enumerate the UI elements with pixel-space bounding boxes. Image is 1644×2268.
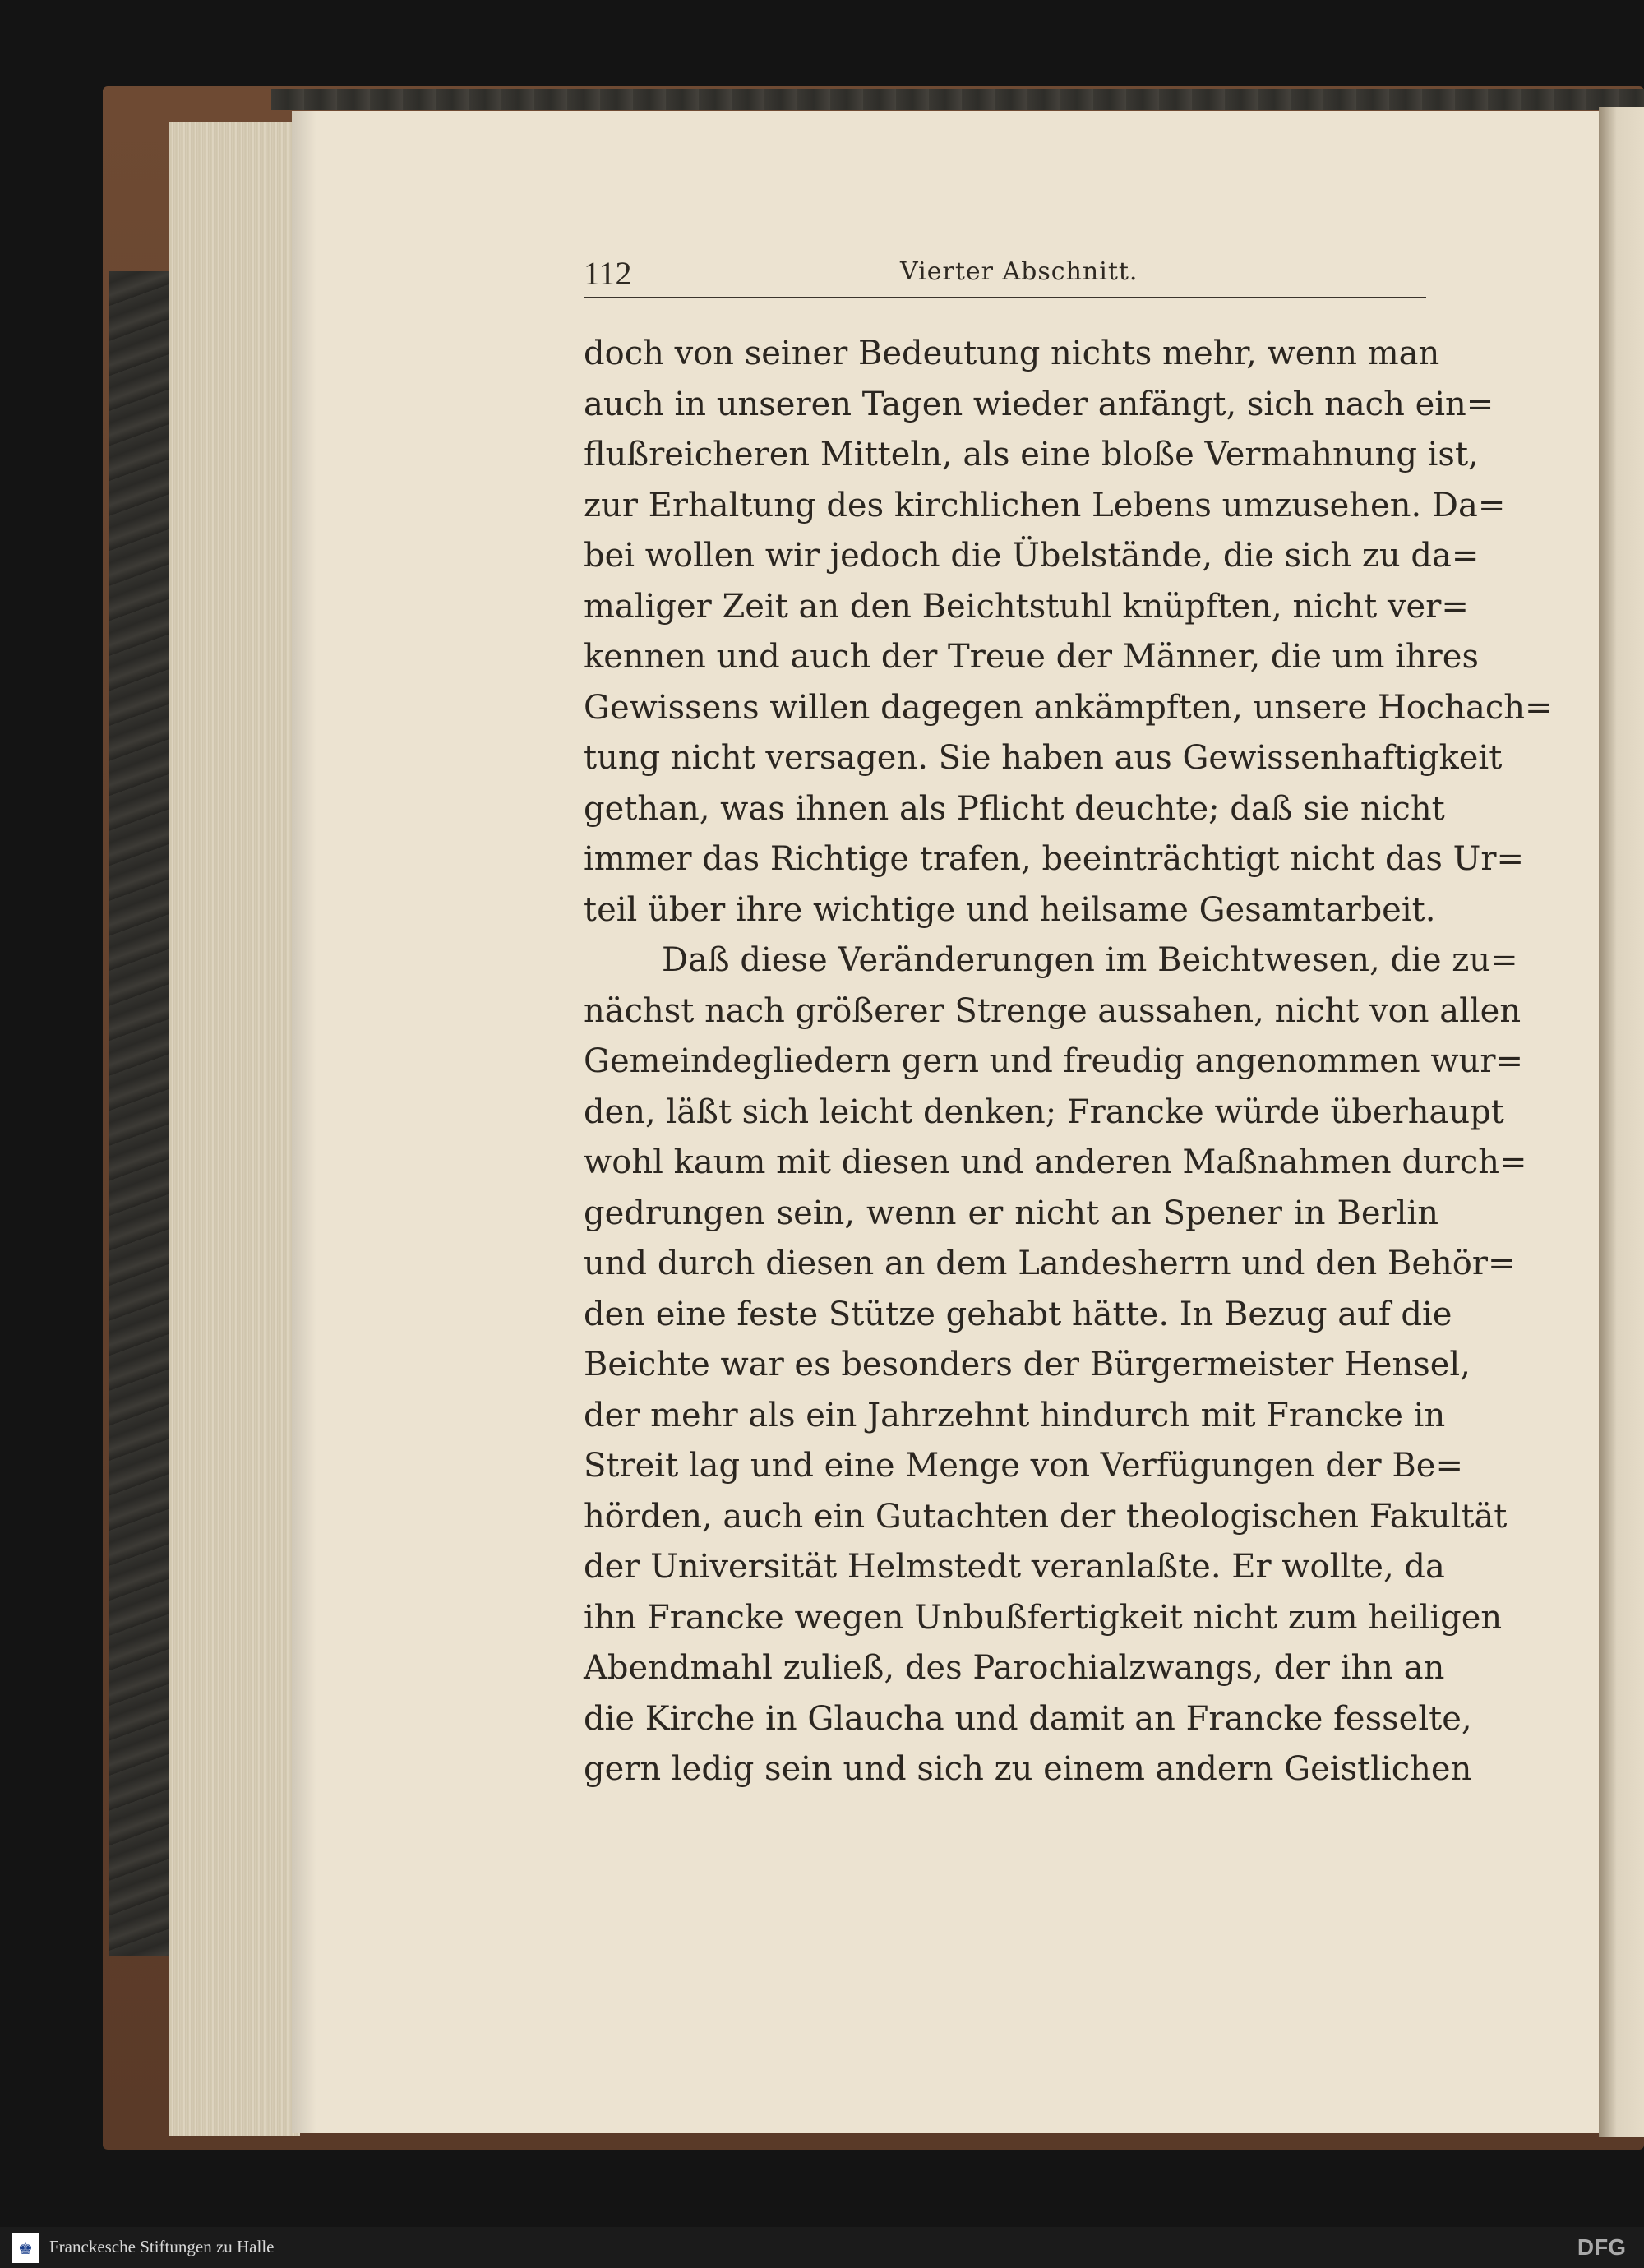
dfg-logo: DFG	[1577, 2234, 1626, 2260]
text-line: ihn Francke wegen Unbußfertigkeit nicht zum heiligen	[584, 1598, 1503, 1637]
text-line: maliger Zeit an den Beichtstuhl knüpften, nicht ver=	[584, 587, 1469, 626]
text-line: und durch diesen an dem Landesherrn und den Behör=	[584, 1245, 1516, 1282]
text-line: wohl kaum mit diesen und anderen Maßnahmen durch=	[584, 1143, 1527, 1181]
page-number: 112	[584, 255, 632, 292]
text-line: Gemeindegliedern gern und freudig angenommen wur=	[584, 1042, 1523, 1080]
page-stack-edges	[169, 122, 300, 2136]
text-line: flußreicheren Mitteln, als eine bloße Vermahnung ist,	[584, 436, 1479, 473]
page-gutter-shadow	[292, 111, 316, 2133]
cover-top-edge	[271, 89, 1644, 110]
institution-name: Franckesche Stiftungen zu Halle	[49, 2237, 275, 2256]
text-line: Beichte war es besonders der Bürgermeister Hensel,	[584, 1346, 1471, 1383]
text-line: Streit lag und eine Menge von Verfügungen der Be=	[584, 1447, 1463, 1485]
text-line: zur Erhaltung des kirchlichen Lebens umzusehen. Da=	[584, 486, 1506, 524]
text-line: auch in unseren Tagen wieder anfängt, sich nach ein=	[584, 385, 1494, 423]
text-line: gedrungen sein, wenn er nicht an Spener in Berlin	[584, 1194, 1438, 1232]
text-line: der Universität Helmstedt veranlaßte. Er wollte, da	[584, 1548, 1445, 1586]
text-line: gethan, was ihnen als Pflicht deuchte; daß sie nicht	[584, 789, 1445, 828]
text-line: teil über ihre wichtige und heilsame Gesamtarbeit.	[584, 890, 1436, 929]
text-line: Abendmahl zuließ, des Parochialzwangs, der ihn an	[584, 1649, 1445, 1687]
text-line: kennen und auch der Treue der Männer, die um ihres	[584, 638, 1479, 676]
text-line: hörden, auch ein Gutachten der theologischen Fakultät	[584, 1497, 1508, 1536]
text-line: Gewissens willen dagegen ankämpften, unsere Hochach=	[584, 688, 1553, 727]
text-line: Daß diese Veränderungen im Beichtwesen, die zu=	[662, 941, 1518, 979]
text-line: den eine feste Stütze gehabt hätte. In Bezug auf die	[584, 1295, 1452, 1333]
text-line: tung nicht versagen. Sie haben aus Gewissenhaftigkeit	[584, 739, 1503, 777]
text-line: immer das Richtige trafen, beeinträchtigt nicht das Ur=	[584, 840, 1525, 878]
institution-logo-icon: ♚	[12, 2233, 39, 2263]
page-header	[584, 251, 1426, 298]
viewer-footer	[0, 2227, 1644, 2268]
facing-page-edge	[1599, 107, 1644, 2137]
body-text	[584, 329, 1553, 1795]
running-head: Vierter Abschnitt.	[900, 257, 1138, 286]
text-line: bei wollen wir jedoch die Übelstände, die sich zu da=	[584, 537, 1480, 575]
text-line: die Kirche in Glaucha und damit an Francke fesselte,	[584, 1699, 1472, 1738]
text-line: gern ledig sein und sich zu einem andern Geistlichen	[584, 1750, 1472, 1788]
text-line: nächst nach größerer Strenge aussahen, nicht von allen	[584, 991, 1522, 1030]
text-line: den, läßt sich leicht denken; Francke würde überhaupt	[584, 1092, 1504, 1131]
text-line: der mehr als ein Jahrzehnt hindurch mit Francke in	[584, 1396, 1446, 1434]
text-line: doch von seiner Bedeutung nichts mehr, wenn man	[584, 335, 1440, 372]
